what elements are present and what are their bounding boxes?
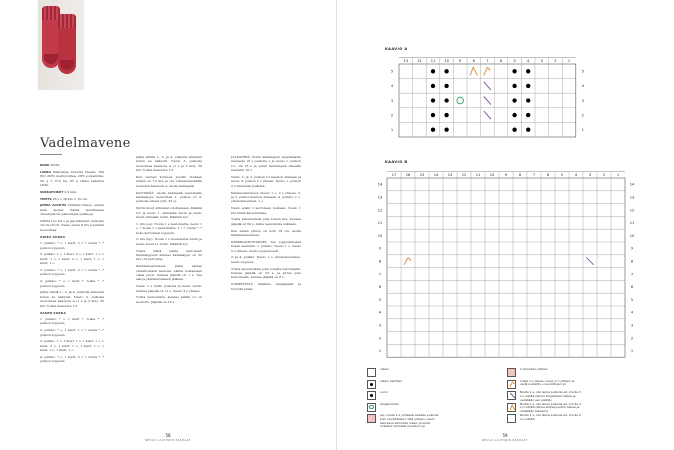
legend-item — [507, 403, 582, 413]
text-column-1 — [40, 163, 104, 366]
spec-line — [40, 197, 104, 201]
spec-label: JOHDA ALOITUS — [40, 203, 67, 208]
row-number-left: 6 — [378, 285, 382, 290]
row-number-right: 3 — [581, 98, 584, 103]
column-number: 8 — [472, 58, 475, 63]
legend-text: Nosta 1 s, ota lanka puikolle ed. krs:lla 2 s:n väliltä (lanka kulkee puikon takaa ja vedetään takaisin) — [520, 401, 581, 414]
instruction-paragraph: 2. ja 4. puikko: Neulo 1 o, ylivetokavennus, neulo loppuun. — [231, 255, 301, 264]
column-number: 13 — [403, 58, 409, 63]
spec-value: Tarkista tiheys, ennen kuin aloitat. Käytä tarvittaessa ohuempia tai paksumpia puikkoja. — [40, 203, 105, 217]
spec-line — [40, 190, 104, 194]
row-number-left: 5 — [378, 297, 382, 302]
instruction-paragraph: KANTAPÄÄ: Aloita kantapää neulomalla kantalappu neuvontaa 1. puikon s:t 4. puikolle oikeat (yht. 32 s). — [136, 190, 202, 204]
purl-dot — [431, 98, 435, 102]
spec-value: 28 s x 38 krs = 10 cm. — [52, 196, 88, 201]
purl-dot — [444, 113, 448, 117]
purl-dot — [431, 69, 435, 73]
column-number: 1 — [567, 58, 571, 63]
lift-stitch-symbol — [510, 404, 515, 409]
legend-symbol — [367, 368, 376, 377]
row-number-right: 5 — [630, 297, 634, 302]
row-number-left: 4 — [378, 310, 382, 315]
column-number: 2 — [602, 172, 606, 177]
row-number-right: 6 — [630, 285, 634, 290]
column-number: 6 — [499, 58, 503, 63]
row-number-right: 4 — [630, 310, 634, 315]
column-number: 14 — [433, 172, 439, 177]
purl-dot — [512, 84, 516, 88]
legend-symbol — [367, 380, 376, 389]
column-number: 3 — [540, 58, 543, 63]
legend-text: Nosta 1 s, ota lanka puikolle ed. krs:lla 3 s:n väliltä (lanka kuljetetaan takaa ja vedetään sen päälle) — [520, 390, 581, 402]
legend-item — [367, 380, 442, 390]
row-number-right: 12 — [629, 208, 635, 213]
row-number-right: 5 — [581, 69, 584, 74]
legend-item — [367, 391, 442, 401]
row-number-right: 13 — [629, 195, 635, 200]
chart-b — [337, 166, 674, 362]
instruction-line: 1. puikko: * o, 1 kiert *, toista * -* puikon loppuun. — [40, 316, 104, 326]
legend-text: ajo: nosta 2 s yhdessä oikealle puikolle kuin neulottaisiin niitä yhteen, neulo seuraava silmukka oikein ja vedä nostetut silmukat neulotun yli — [380, 413, 439, 429]
row-number-right: 4 — [581, 84, 584, 89]
instruction-line: 4. puikko: * o, 1 kiert, 2 o *, toista * -* puikon loppuun. — [40, 354, 104, 364]
column-number: 7 — [486, 58, 489, 63]
instruction-paragraph: Neulo ensin 1 kerroksen mukaan. Neulo 1 krs ilman kavennuksia. — [231, 206, 301, 215]
column-number: 5 — [560, 172, 564, 177]
row-number-left: 12 — [377, 208, 383, 213]
legend-item — [507, 380, 582, 390]
legend-item — [507, 368, 582, 378]
legend-symbol-glyph — [508, 403, 515, 412]
instruction-paragraph: Kun varresi korkeus joustin mukaan lukien on 13 krs ja ole viimeistelemättä neulonut kaaviota A, aloita kantapää. — [136, 175, 202, 188]
purl-dot — [512, 113, 516, 117]
sock-image — [58, 14, 76, 74]
legend-symbol — [507, 391, 516, 400]
instruction-line: 1. puikko: * o, 1 kiert, 2 o *, toista * -* puikon loppuun. — [40, 241, 104, 250]
purl-dot — [526, 98, 530, 102]
chart-legend — [367, 367, 647, 429]
legend-text: Nosta 1 s, ota lanka puikolle ed. krs:lla 2 s:n väliltä — [520, 413, 581, 421]
instruction-line: 2. puikko: * o, 1 kiert, 1 o *, toista * -* puikon loppuun. — [40, 328, 104, 337]
row-number-left: 8 — [378, 259, 382, 264]
row-number-left: 10 — [377, 233, 383, 238]
page-number: 58 — [165, 433, 171, 438]
row-number-left: 1 — [390, 128, 394, 132]
column-number: 1 — [616, 172, 620, 177]
row-number-right: 10 — [629, 233, 635, 238]
right-page — [337, 0, 674, 450]
spec-value: 2,5 mm. — [64, 189, 77, 194]
legend-symbol — [507, 414, 516, 423]
page-title: Vadelmavene — [40, 136, 131, 151]
instruction-paragraph: Siirrä muut silmukat odottamaan. Kääntä työ ja neulo 1. silmukka nurin ja neulo muut silmukat nurin. Käännä työ. — [136, 206, 202, 220]
column-number: 13 — [447, 172, 453, 177]
row-number-right: 1 — [630, 349, 634, 354]
instruction-paragraph: JALKATERÄ: Poimi kantalapun vasemmasta reunasta 16 s puikolle 1 ja neulo 1. puikon s:t, ota 16 s ja poimi kantalapun oikealta reunalta 16 s. — [231, 155, 301, 173]
instruction-paragraph: 1. krs (op): Nosta 1 s neulomatta, neulo 1 o, * nosta 1 s neulomatta, 1 o *, toista * -* koko kerroksen loppuun. — [136, 221, 202, 235]
folio-left — [118, 433, 218, 442]
instruction-paragraph: Kiilakavennukset: Neulo 1 o, 2 s yhteen. 2. ja 3. puikot kaavion mukaan. 4. puikko: 1 o, ylivetokavennus, 1 o. — [231, 190, 301, 204]
column-number: 9 — [459, 58, 462, 63]
instruction-paragraph: Neulo 2. ja 3. puikon s:t kaavion mukaan ja neulo 4. puikon 2 s yhteen. Neulo 1. puikon 2 s viimeistä puikolta. — [231, 175, 301, 188]
instruction-paragraph: KÄRKIKAVENNUKSET: Tee loppusilmukat kuten aiemmin. 1. puikko: Neulo 1 o, neulo 2 s yhteen, neulo loppuun asti. — [231, 239, 301, 253]
row-number-left: 11 — [377, 221, 383, 226]
spec-line — [40, 203, 104, 216]
column-number: 4 — [527, 58, 530, 63]
column-number: 8 — [518, 172, 522, 177]
purl-dot — [444, 128, 448, 132]
purl-dot — [444, 98, 448, 102]
row-number-right: 2 — [581, 113, 584, 118]
row-number-left: 5 — [390, 69, 394, 74]
column-number: 6 — [546, 172, 550, 177]
legend-symbol — [507, 403, 516, 412]
instruction-paragraph: Kun sukan pituus on noin 19 cm, aloita kärkikavennukset. — [231, 228, 301, 238]
intro-paragraph: VARSI Luo 64 s ja jaa silmukat puikoille 16-16-16-16. Neulo ensin 8 krs joustinta neuvontaa. — [40, 219, 104, 232]
column-number: 12 — [417, 58, 422, 63]
instruction-line: 2. puikko: 1 o, 1 kiert, 2 o, 1 kiert, 1 o, 1 kiert, 1 o, 1 kiert, 2 o, 1 kiert, 1 o, 1 kiert, 1 o. — [40, 252, 104, 266]
instruction-paragraph: Toista kavennuksia joka toisella kerroksella, kunnes jäljellä on 24 s, ja sitten joka kerroksella, kunnes jäljellä on 8 s. — [231, 266, 301, 280]
section-heading: VASEN SUKKA — [40, 310, 66, 315]
instruction-paragraph: Toista näitä kahta kerroksen kantalappuun kunnes kantalappu on 32 krs (16 kerrosta). — [136, 248, 202, 262]
column-number: 4 — [574, 172, 578, 177]
row-number-left: 4 — [390, 84, 394, 89]
legend-item — [507, 414, 582, 424]
purl-dot — [431, 128, 435, 132]
instruction-line: 3. puikko: 1 o, 1 kiert, 1 o, 1 kiert, 1 o, 1 kiert, 2 o, 1 kiert, 1 o, 1 kiert, 1 o, 1 kiert, 1 o, 1 kiert, 1 o. — [40, 339, 104, 353]
folio-right — [455, 433, 555, 442]
legend-text: langankierto — [380, 401, 399, 406]
spec-line — [40, 163, 104, 167]
instruction-line: 3. puikko: * o, 1 kiert, 2 o *, toista * -* puikon loppuun. — [40, 267, 104, 277]
title-rule — [40, 154, 62, 155]
page-number: 59 — [502, 433, 508, 438]
legend-symbol-glyph — [508, 380, 515, 389]
instruction-line: 4. puikko: * o, 1 kiert *, toista * -* puikon loppuun. — [40, 279, 104, 288]
instruction-line: Jatka silmiä 1., 2. ja 4. puikolla silmukat kuten ne näkyvät. Neulo 3. puikolla neuvontaa kaaviota A (1 s ja 5 krs), 30 krs. Toista kaavioita 1-5. — [40, 290, 104, 308]
row-number-right: 9 — [630, 246, 634, 251]
legend-symbol — [367, 391, 376, 400]
chart-a-label: KAAVIO A — [385, 47, 408, 51]
column-number: 5 — [513, 58, 516, 63]
socks-photo — [38, 0, 84, 90]
row-number-left: 3 — [390, 98, 394, 103]
row-number-right: 1 — [581, 128, 584, 132]
legend-symbol-glyph — [508, 391, 515, 400]
column-number: 7 — [532, 172, 536, 177]
section-heading: OIKEA SUKKA — [40, 235, 66, 240]
column-number: 16 — [405, 172, 411, 177]
purl-dot — [431, 84, 435, 88]
purl-dot — [512, 128, 516, 132]
chart-b-label: KAAVIO B — [385, 160, 408, 164]
chart-a — [337, 54, 674, 154]
right-cross-symbol — [510, 393, 515, 398]
instruction-paragraph: VIIMEISTELY: Päättele langanpäät ja höyrytä sukat. — [231, 282, 301, 291]
text-column-3 — [231, 155, 301, 293]
legend-text: nurin — [380, 390, 388, 394]
column-number: 10 — [489, 172, 495, 177]
row-number-right: 8 — [630, 259, 634, 264]
spec-label: SUKKAPUIKOT — [40, 189, 64, 194]
row-number-right: 2 — [630, 336, 634, 341]
column-number: 9 — [504, 172, 508, 177]
spec-value: 36/39. — [50, 163, 61, 167]
purl-dot — [444, 84, 448, 88]
purl-dot — [526, 84, 530, 88]
column-number: 17 — [391, 172, 397, 177]
instruction-paragraph: Neulo 1 s nurin puikolla ja neulo nurin, kunnes jäljellä on 11 s. Neulo 2 s yhteen. — [136, 284, 202, 293]
left-cross-symbol — [510, 381, 514, 386]
row-number-left: 2 — [390, 113, 394, 118]
purl-dot — [431, 113, 435, 117]
legend-text: oikein kiertäen — [380, 378, 403, 383]
row-number-right: 3 — [630, 323, 634, 328]
legend-item — [367, 413, 442, 429]
legend-text: oikein — [380, 367, 389, 371]
column-number: 2 — [554, 58, 557, 63]
spec-label: TIHEYS — [40, 196, 52, 201]
spec-line — [40, 170, 104, 188]
legend-item — [367, 403, 442, 413]
legend-text: nosta 1 s oikein, neulo 2 o yhteen ja vedä nostettu s neulottujen yli — [520, 378, 575, 387]
spec-label: LANKA — [40, 169, 51, 174]
row-number-right: 7 — [630, 272, 634, 277]
purl-dot — [526, 128, 530, 132]
running-head: NEULO LAATIKON PARHAAT — [145, 439, 191, 442]
spec-value: Pikkulana Arwetta Classic 100 WO (80% merinovillaa, 20% polyamidia, 50 g = 210 m), 65 g värisi vadelma (256). — [40, 169, 104, 188]
instruction-paragraph: Toista kavennuksia joka toinen krs, kunnes jäljellä on 64 s. Jatka neulomista sukkaan. — [231, 217, 301, 226]
legend-symbol — [367, 403, 376, 412]
row-number-left: 3 — [378, 323, 382, 328]
instruction-paragraph: Toista neulomista, kunnes kaikki s:t on neulottu. Jäljellä on 18 s. — [136, 295, 202, 304]
purl-dot — [512, 69, 516, 73]
purl-dot — [512, 98, 516, 102]
column-number: 11 — [430, 58, 436, 63]
legend-text: 2 silmukan yhteen — [520, 367, 548, 371]
legend-item — [367, 368, 442, 378]
row-number-left: 9 — [378, 246, 382, 251]
column-number: 15 — [419, 172, 425, 177]
purl-dot — [526, 69, 530, 73]
spec-label: KOKO — [40, 163, 50, 167]
text-column-2 — [136, 155, 202, 307]
legend-symbol — [367, 414, 376, 423]
row-number-left: 7 — [378, 272, 382, 277]
legend-symbol — [507, 380, 516, 389]
row-number-left: 2 — [378, 336, 382, 341]
instruction-paragraph: 2. krs (np): Nosta 1 s neulomatta nurin ja neulo muut s:t nurin. Käännä työ. — [136, 237, 202, 246]
row-number-right: 14 — [629, 182, 635, 187]
column-number: 11 — [475, 172, 481, 177]
row-number-right: 11 — [629, 221, 635, 226]
running-head: NEULO LAATIKON PARHAAT — [482, 439, 528, 442]
purl-dot — [444, 69, 448, 73]
row-number-left: 13 — [377, 195, 383, 200]
instruction-paragraph: Kantakavennukset: Jatka samaa vaivattomasti neuloen. Lähde nostamaan oikea puoli, kunnes jäljellä on 1 s. Tee sak-ja-yksinkertaisesti jälkeen. — [136, 264, 202, 282]
row-number-left: 14 — [377, 182, 383, 187]
legend-item — [507, 391, 582, 401]
column-number: 12 — [461, 172, 467, 177]
purl-dot — [526, 113, 530, 117]
column-number: 10 — [444, 58, 449, 63]
row-number-left: 1 — [378, 349, 382, 354]
instruction-paragraph: Jatka silmiä 1., 2. ja 4. puikolla silmukat kuten ne näkyvät. Neulo 3. puikolla neuvontaa kaaviota A (1 s ja 5 krs), 30 krs. Toista kaavioita 1-5. — [136, 155, 202, 173]
column-number: 3 — [588, 172, 592, 177]
legend-symbol — [507, 368, 516, 377]
